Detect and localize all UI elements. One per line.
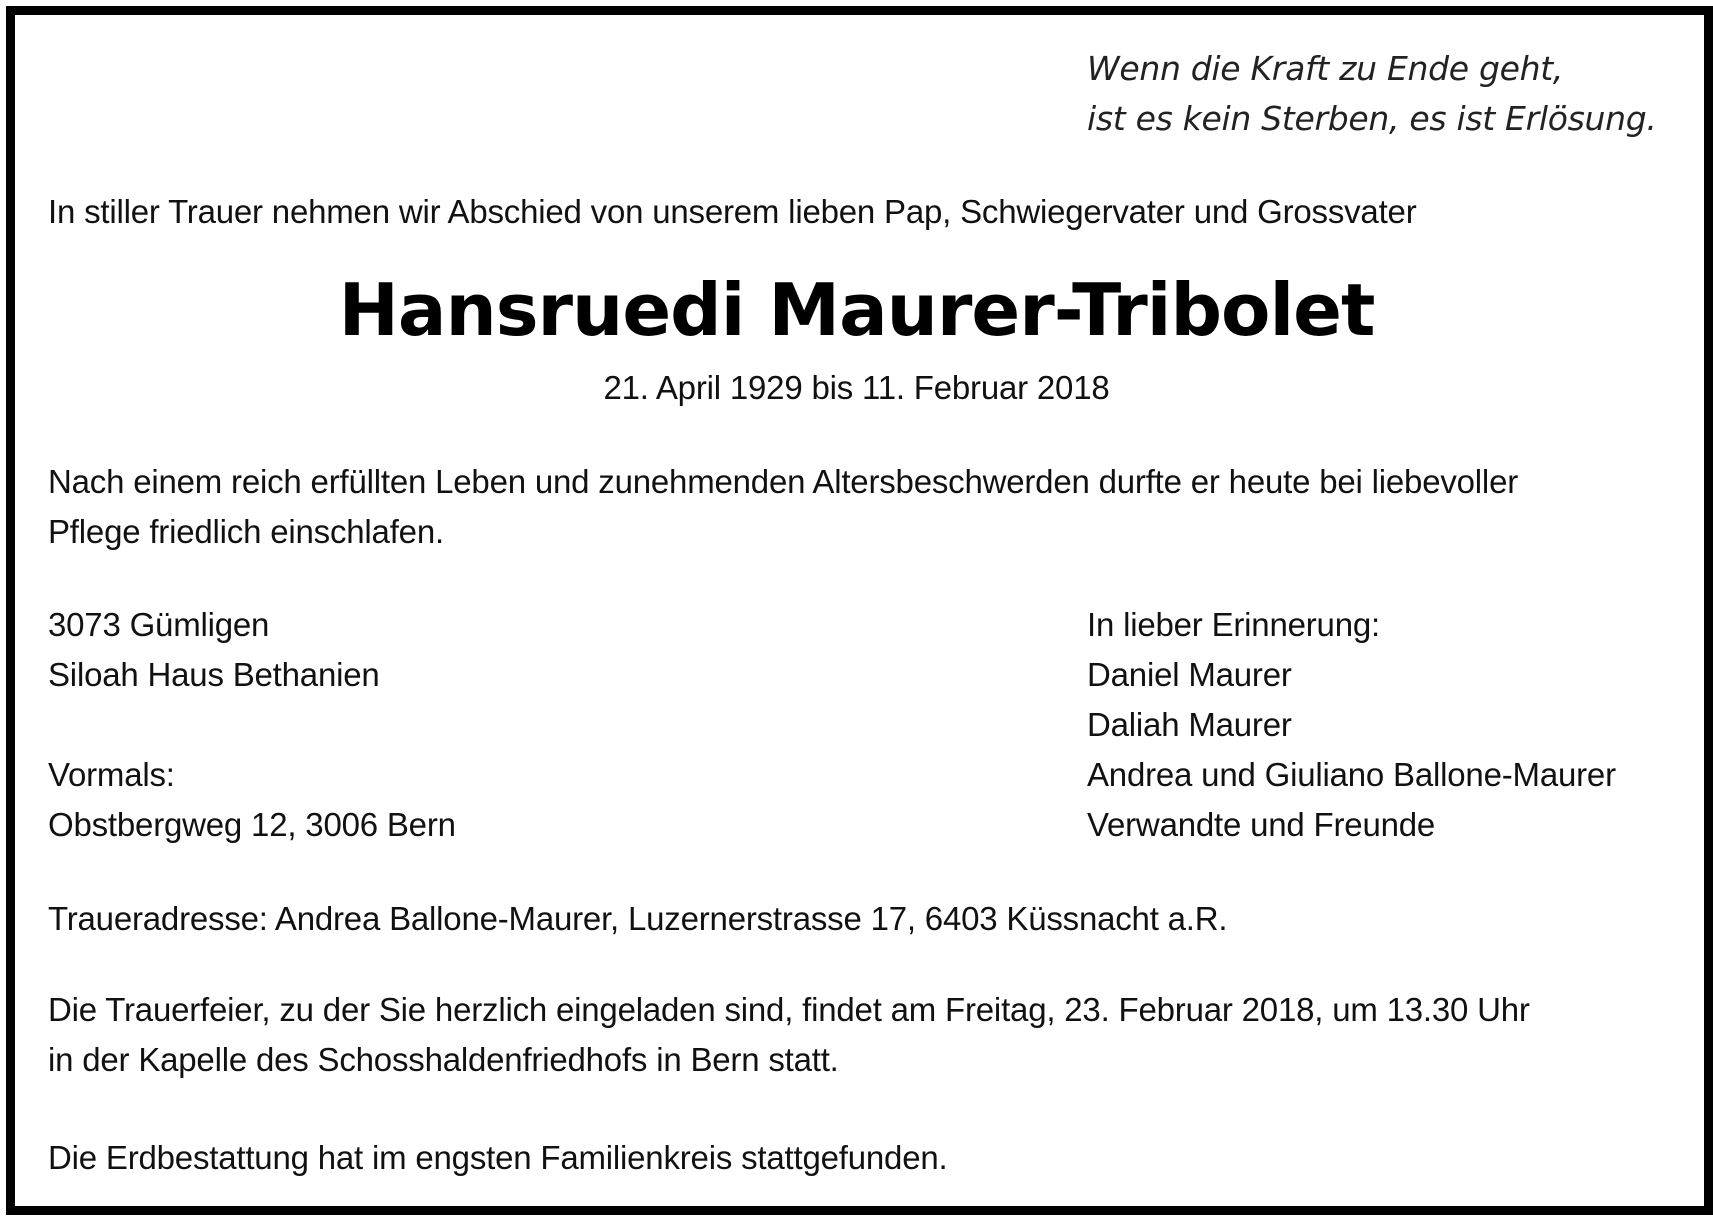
mourner-name: Verwandte und Freunde [1087, 806, 1436, 843]
mourning-address [48, 894, 1227, 944]
mourner-name: Daniel Maurer [1087, 656, 1292, 693]
mourning-address-line: Traueradresse: Andrea Ballone-Maurer, Luzernerstrasse 17, 6403 Küssnacht a.R. [48, 900, 1228, 937]
former-address: Obstbergweg 12, 3006 Bern [48, 806, 456, 843]
service-line: in der Kapelle des Schosshaldenfriedhofs in Bern statt. [48, 1041, 839, 1078]
motto-line: ist es kein Sterben, es ist Erlösung. [1087, 99, 1657, 138]
service-line: Die Trauerfeier, zu der Sie herzlich eingeladen sind, findet am Freitag, 23. Februar 2018, um 13.30 Uhr [48, 991, 1530, 1028]
motto-quote [1087, 44, 1657, 144]
spacer [48, 700, 456, 750]
mourner-name: Andrea und Giuliano Ballone-Maurer [1087, 756, 1616, 793]
burial-paragraph [48, 1133, 947, 1183]
mourners-block [1087, 600, 1616, 850]
residence-line: 3073 Gümligen [48, 606, 270, 643]
message-line: Pflege friedlich einschlafen. [48, 513, 444, 550]
motto-line: Wenn die Kraft zu Ende geht, [1087, 49, 1564, 88]
mourners-heading: In lieber Erinnerung: [1087, 606, 1380, 643]
message-line: Nach einem reich erfüllten Leben und zunehmenden Altersbeschwerden durfte er heute bei liebevoller [48, 463, 1519, 500]
former-label: Vormals: [48, 756, 175, 793]
burial-line: Die Erdbestattung hat im engsten Familienkreis stattgefunden. [48, 1139, 948, 1176]
service-paragraph [48, 985, 1530, 1085]
residence-block [48, 600, 456, 850]
mourner-name: Daliah Maurer [1087, 706, 1292, 743]
life-dates: 21. April 1929 bis 11. Februar 2018 [603, 369, 1110, 406]
intro-text: In stiller Trauer nehmen wir Abschied von unserem lieben Pap, Schwiegervater und Grossvater [48, 193, 1417, 230]
message-paragraph [48, 457, 1518, 557]
deceased-name: Hansruedi Maurer-Tribolet [338, 268, 1375, 352]
residence-line: Siloah Haus Bethanien [48, 656, 380, 693]
